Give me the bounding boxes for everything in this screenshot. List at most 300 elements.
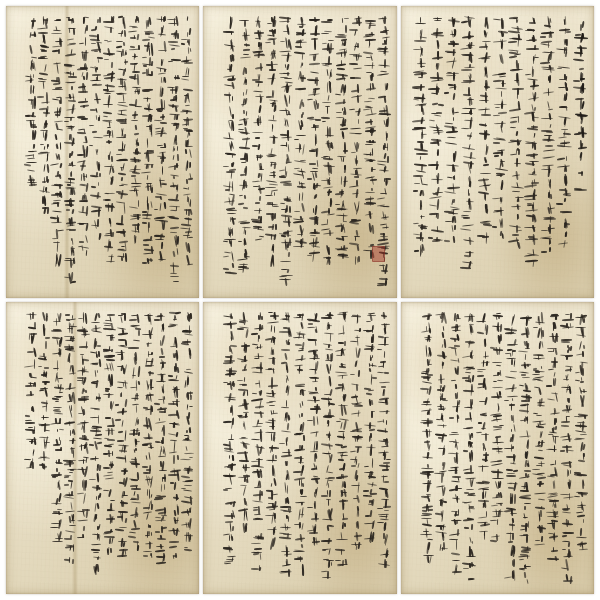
brush-glyph <box>335 359 349 369</box>
brush-glyph <box>50 435 63 446</box>
brush-glyph <box>37 352 50 360</box>
brush-glyph <box>572 151 588 163</box>
brush-glyph <box>377 93 391 104</box>
brush-glyph <box>223 342 237 353</box>
brush-glyph <box>251 343 265 350</box>
brush-glyph <box>428 186 444 196</box>
brush-glyph <box>490 391 504 401</box>
brush-glyph <box>518 494 532 502</box>
brush-glyph <box>335 312 349 322</box>
brush-glyph <box>167 83 180 94</box>
brush-glyph <box>237 248 251 260</box>
brush-glyph <box>504 433 518 442</box>
brush-glyph <box>76 434 89 442</box>
brush-glyph <box>63 92 76 103</box>
brush-glyph <box>89 55 102 65</box>
brush-glyph <box>141 341 154 349</box>
brush-glyph <box>434 372 448 384</box>
brush-glyph <box>154 165 167 176</box>
brush-glyph <box>63 447 76 458</box>
brush-glyph <box>128 448 141 455</box>
brush-glyph <box>141 358 154 367</box>
brush-glyph <box>349 495 363 504</box>
brush-glyph <box>63 197 76 207</box>
brush-glyph <box>223 331 237 342</box>
text-column <box>476 309 490 585</box>
brush-glyph <box>115 490 128 497</box>
brush-glyph <box>223 161 237 168</box>
brush-glyph <box>154 177 167 191</box>
brush-glyph <box>265 29 279 37</box>
brush-glyph <box>462 515 476 522</box>
brush-glyph <box>462 571 476 584</box>
brush-glyph <box>307 361 321 375</box>
brush-glyph <box>546 321 560 332</box>
brush-glyph <box>50 77 63 85</box>
brush-glyph <box>363 344 377 353</box>
brush-glyph <box>420 494 434 502</box>
brush-glyph <box>307 182 321 189</box>
brush-glyph <box>560 322 574 331</box>
brush-glyph <box>420 417 434 427</box>
text-column <box>363 309 377 585</box>
brush-glyph <box>574 464 588 477</box>
brush-glyph <box>223 454 237 462</box>
brush-glyph <box>546 545 560 555</box>
brush-glyph <box>349 369 363 379</box>
brush-glyph <box>141 183 154 195</box>
brush-glyph <box>444 174 460 182</box>
brush-glyph <box>420 428 434 439</box>
brush-glyph <box>444 29 460 39</box>
brush-glyph <box>412 104 428 116</box>
brush-glyph <box>335 83 349 97</box>
text-column <box>504 309 518 585</box>
brush-glyph <box>128 402 141 415</box>
brush-glyph <box>460 117 476 130</box>
brush-glyph <box>377 347 391 359</box>
brush-glyph <box>265 222 279 232</box>
text-column <box>76 13 89 289</box>
brush-glyph <box>532 524 546 533</box>
brush-glyph <box>141 404 154 417</box>
brush-glyph <box>508 147 524 155</box>
brush-glyph <box>251 312 265 321</box>
brush-glyph <box>154 348 167 358</box>
brush-glyph <box>490 402 504 414</box>
brush-glyph <box>251 410 265 417</box>
brush-glyph <box>37 450 50 461</box>
brush-glyph <box>279 94 293 107</box>
brush-glyph <box>524 225 540 233</box>
brush-glyph <box>180 254 193 265</box>
brush-glyph <box>24 345 37 357</box>
brush-glyph <box>490 466 504 479</box>
brush-glyph <box>128 43 141 51</box>
brush-glyph <box>50 16 63 24</box>
brush-glyph <box>572 16 588 31</box>
brush-glyph <box>265 134 279 146</box>
brush-glyph <box>574 326 588 339</box>
brush-glyph <box>349 28 363 39</box>
brush-glyph <box>167 526 180 536</box>
brush-glyph <box>412 127 428 139</box>
brush-glyph <box>63 161 76 168</box>
brush-glyph <box>490 519 504 532</box>
brush-glyph <box>490 357 504 368</box>
text-column <box>462 309 476 585</box>
brush-glyph <box>412 93 428 103</box>
brush-glyph <box>167 154 180 162</box>
brush-glyph <box>50 531 63 542</box>
brush-glyph <box>37 422 50 435</box>
brush-glyph <box>307 216 321 226</box>
text-column <box>76 309 89 585</box>
brush-glyph <box>293 555 307 563</box>
brush-glyph <box>76 312 89 325</box>
brush-glyph <box>307 99 321 112</box>
brush-glyph <box>102 428 115 436</box>
brush-glyph <box>532 440 546 448</box>
brush-glyph <box>546 312 560 320</box>
brush-glyph <box>102 460 115 471</box>
brush-glyph <box>574 527 588 539</box>
brush-glyph <box>237 474 251 484</box>
brush-glyph <box>89 312 102 321</box>
brush-glyph <box>50 405 63 416</box>
brush-glyph <box>448 552 462 563</box>
brush-glyph <box>63 61 76 69</box>
brush-glyph <box>89 33 102 41</box>
brush-glyph <box>349 40 363 52</box>
brush-glyph <box>63 104 76 115</box>
brush-glyph <box>504 368 518 379</box>
brush-glyph <box>462 412 476 424</box>
brush-glyph <box>167 362 180 373</box>
brush-glyph <box>377 211 391 221</box>
brush-glyph <box>265 189 279 198</box>
brush-glyph <box>492 110 508 119</box>
brush-glyph <box>428 26 444 39</box>
brush-glyph <box>76 465 89 477</box>
brush-glyph <box>377 56 391 69</box>
brush-glyph <box>154 141 167 151</box>
brush-glyph <box>349 189 363 201</box>
brush-glyph <box>556 116 572 127</box>
brush-glyph <box>251 196 265 206</box>
brush-glyph <box>476 521 490 528</box>
brush-glyph <box>223 193 237 206</box>
brush-glyph <box>492 65 508 78</box>
brush-glyph <box>141 312 154 326</box>
brush-glyph <box>349 542 363 550</box>
brush-glyph <box>428 235 444 243</box>
brush-glyph <box>363 175 377 186</box>
brush-glyph <box>492 16 508 30</box>
brush-glyph <box>128 531 141 540</box>
brush-glyph <box>518 533 532 545</box>
brush-glyph <box>89 191 102 204</box>
brush-glyph <box>556 207 572 217</box>
brush-glyph <box>76 405 89 418</box>
brush-glyph <box>434 423 448 432</box>
brush-glyph <box>279 375 293 384</box>
brush-glyph <box>434 484 448 496</box>
brush-glyph <box>504 358 518 367</box>
brush-glyph <box>37 151 50 162</box>
brush-glyph <box>293 353 307 364</box>
brush-glyph <box>223 404 237 416</box>
brush-glyph <box>540 85 556 97</box>
brush-glyph <box>115 190 128 199</box>
brush-glyph <box>251 128 265 142</box>
brush-glyph <box>50 396 63 404</box>
brush-glyph <box>115 536 128 547</box>
brush-glyph <box>24 381 37 390</box>
text-column <box>167 13 180 289</box>
brush-glyph <box>63 37 76 46</box>
brush-glyph <box>462 360 476 374</box>
brush-glyph <box>279 448 293 457</box>
brush-glyph <box>237 363 251 374</box>
brush-glyph <box>572 59 588 70</box>
brush-glyph <box>448 366 462 376</box>
brush-glyph <box>154 384 167 395</box>
brush-glyph <box>490 321 504 333</box>
brush-glyph <box>251 154 265 161</box>
brush-glyph <box>279 16 293 23</box>
brush-glyph <box>518 449 532 458</box>
brush-glyph <box>428 96 444 109</box>
text-column <box>180 309 193 585</box>
brush-glyph <box>574 362 588 376</box>
brush-glyph <box>279 118 293 128</box>
brush-glyph <box>128 339 141 350</box>
brush-glyph <box>167 222 180 235</box>
brush-glyph <box>50 181 63 189</box>
brush-glyph <box>89 413 102 425</box>
brush-glyph <box>335 244 349 251</box>
brush-glyph <box>89 148 102 156</box>
brush-glyph <box>363 312 377 323</box>
text-column <box>279 309 293 585</box>
brush-glyph <box>420 358 434 366</box>
brush-glyph <box>448 414 462 424</box>
brush-glyph <box>180 240 193 253</box>
brush-glyph <box>115 92 128 104</box>
brush-glyph <box>412 140 428 152</box>
brush-glyph <box>574 478 588 489</box>
brush-glyph <box>102 354 115 361</box>
brush-glyph <box>321 409 335 419</box>
brush-glyph <box>180 543 193 556</box>
brush-glyph <box>428 124 444 137</box>
brush-glyph <box>128 156 141 163</box>
brush-glyph <box>540 144 556 151</box>
brush-glyph <box>476 16 492 29</box>
brush-glyph <box>349 445 363 454</box>
brush-glyph <box>460 73 476 84</box>
brush-glyph <box>476 66 492 78</box>
brush-glyph <box>560 456 574 468</box>
brush-glyph <box>504 403 518 413</box>
brush-glyph <box>237 432 251 441</box>
brush-glyph <box>492 79 508 87</box>
brush-glyph <box>546 479 560 490</box>
brush-glyph <box>335 223 349 233</box>
brush-glyph <box>279 24 293 35</box>
brush-glyph <box>265 536 279 549</box>
brush-glyph <box>63 228 76 236</box>
brush-glyph <box>448 527 462 538</box>
brush-glyph <box>434 523 448 531</box>
brush-glyph <box>265 377 279 389</box>
brush-glyph <box>460 259 476 269</box>
brush-glyph <box>476 92 492 103</box>
brush-glyph <box>265 417 279 431</box>
brush-glyph <box>321 54 335 67</box>
brush-glyph <box>115 153 128 162</box>
brush-glyph <box>524 176 540 187</box>
brush-glyph <box>265 199 279 211</box>
brush-glyph <box>167 95 180 102</box>
text-column <box>524 13 540 289</box>
brush-glyph <box>237 411 251 420</box>
brush-glyph <box>321 490 335 497</box>
brush-glyph <box>420 312 434 321</box>
brush-glyph <box>279 180 293 193</box>
brush-glyph <box>307 249 321 263</box>
brush-glyph <box>574 410 588 419</box>
brush-glyph <box>89 554 102 562</box>
brush-glyph <box>546 356 560 368</box>
brush-glyph <box>444 57 460 70</box>
brush-glyph <box>128 165 141 174</box>
brush-glyph <box>37 77 50 91</box>
brush-glyph <box>128 470 141 482</box>
brush-glyph <box>349 312 363 325</box>
brush-glyph <box>279 229 293 237</box>
brush-glyph <box>128 416 141 426</box>
brush-glyph <box>363 147 377 157</box>
brush-glyph <box>518 554 532 561</box>
brush-glyph <box>115 215 128 228</box>
brush-glyph <box>237 355 251 362</box>
brush-glyph <box>154 493 167 505</box>
brush-glyph <box>504 327 518 338</box>
brush-glyph <box>223 473 237 487</box>
text-column <box>518 309 532 585</box>
brush-glyph <box>307 523 321 534</box>
brush-glyph <box>37 195 50 206</box>
brush-glyph <box>76 533 89 541</box>
brush-glyph <box>102 57 115 70</box>
brush-glyph <box>335 481 349 489</box>
brush-glyph <box>349 360 363 368</box>
brush-glyph <box>167 384 180 398</box>
brush-glyph <box>560 548 574 557</box>
text-column <box>574 309 588 585</box>
brush-glyph <box>307 171 321 181</box>
text-columns <box>6 6 199 298</box>
brush-glyph <box>89 106 102 114</box>
brush-glyph <box>476 500 490 509</box>
brush-glyph <box>532 471 546 478</box>
brush-glyph <box>490 509 504 518</box>
brush-glyph <box>293 499 307 506</box>
brush-glyph <box>128 392 141 401</box>
brush-glyph <box>154 445 167 457</box>
brush-glyph <box>167 322 180 335</box>
text-column <box>476 13 492 289</box>
brush-glyph <box>321 548 335 555</box>
brush-glyph <box>180 412 193 426</box>
brush-glyph <box>154 24 167 37</box>
brush-glyph <box>540 224 556 235</box>
brush-glyph <box>180 117 193 127</box>
brush-glyph <box>307 323 321 333</box>
brush-glyph <box>321 116 335 125</box>
brush-glyph <box>180 128 193 138</box>
brush-glyph <box>251 216 265 224</box>
brush-glyph <box>428 16 444 25</box>
brush-glyph <box>76 442 89 455</box>
brush-glyph <box>434 360 448 371</box>
brush-glyph <box>321 80 335 93</box>
text-column <box>412 13 428 289</box>
brush-glyph <box>102 110 115 119</box>
brush-glyph <box>428 172 444 185</box>
brush-glyph <box>63 554 76 565</box>
brush-glyph <box>37 106 50 119</box>
brush-glyph <box>265 243 279 253</box>
brush-glyph <box>251 543 265 550</box>
brush-glyph <box>37 119 50 129</box>
brush-glyph <box>63 500 76 513</box>
brush-glyph <box>128 456 141 469</box>
brush-glyph <box>102 535 115 546</box>
brush-glyph <box>460 64 476 71</box>
brush-glyph <box>89 369 102 378</box>
brush-glyph <box>448 504 462 518</box>
brush-glyph <box>560 429 574 443</box>
brush-glyph <box>89 492 102 500</box>
brush-glyph <box>237 52 251 64</box>
brush-glyph <box>574 540 588 551</box>
brush-glyph <box>63 525 76 533</box>
brush-glyph <box>420 503 434 512</box>
brush-glyph <box>363 117 377 124</box>
brush-glyph <box>89 473 102 483</box>
brush-glyph <box>37 436 50 449</box>
brush-glyph <box>279 568 293 578</box>
brush-glyph <box>560 558 574 572</box>
brush-glyph <box>560 363 574 371</box>
brush-glyph <box>293 420 307 432</box>
brush-glyph <box>237 508 251 521</box>
brush-glyph <box>237 464 251 474</box>
brush-glyph <box>223 169 237 180</box>
brush-glyph <box>532 448 546 460</box>
brush-glyph <box>349 326 363 334</box>
brush-glyph <box>102 450 115 459</box>
brush-glyph <box>63 312 76 321</box>
brush-glyph <box>115 128 128 140</box>
brush-glyph <box>141 124 154 137</box>
brush-glyph <box>572 139 588 150</box>
brush-glyph <box>321 68 335 79</box>
brush-glyph <box>265 368 279 376</box>
